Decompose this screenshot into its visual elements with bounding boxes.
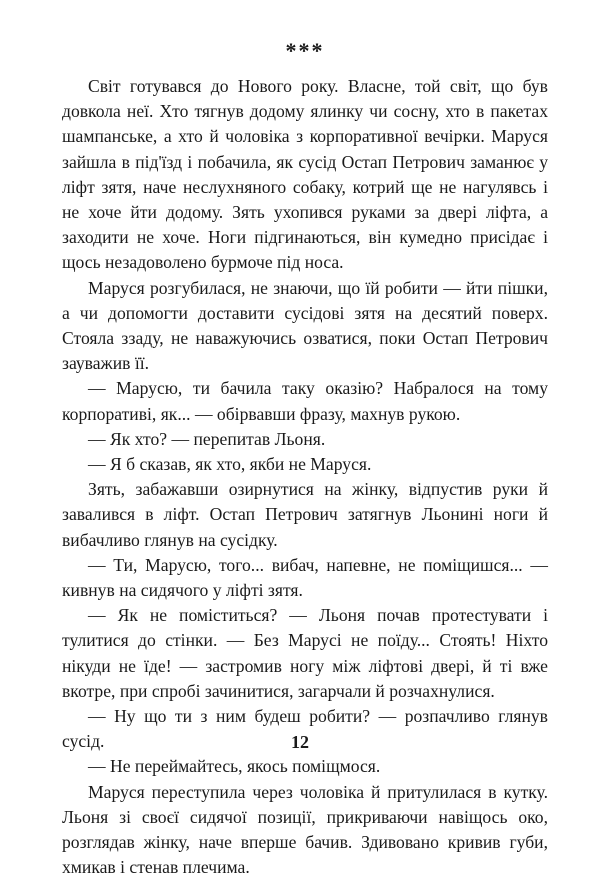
paragraph: Зять, забажавши озирнутися на жінку, відпустив руки й завалився в ліфт. Остап Петрович затягнув Льонині ноги й вибачливо глянув на сусідку. [62,479,548,550]
paragraph: — Як хто? — перепитав Льоня. [88,428,326,449]
paragraph: — Я б сказав, як хто, якби не Маруся. [88,454,372,475]
paragraph: Маруся розгубилася, не знаючи, що їй робити — йти пішки, а чи допомогти доставити сусідові зятя на десятий поверх. Стояла ззаду, не наважуючись озватися, поки Остап Петрович зауважив її. [62,277,548,374]
body-text [62,74,548,881]
paragraph: Маруся переступила через чоловіка й притулилася в кутку. Льоня зі своєї сидячої позиції, прикриваючи навіщось око, розглядав жінку, наче вперше бачив. Здивовано кривив губи, хмикав і стенав плечима. [62,781,548,878]
paragraph: Світ готувався до Нового року. Власне, той світ, що був довкола неї. Хто тягнув додому ялинку чи сосну, хто в пакетах шампанське, а хто й чоловіка з корпоративної вечірки. Маруся зайшла в під'їзд і побачила, як сусід Остап Петрович заманює у ліфт зятя, наче неслухняного собаку, котрий ще не нагулявсь і не хоче йти додому. Зять ухопився руками за двері ліфта, а заходити не хоче. Ноги підгинаються, він кумедно присідає і щось незадоволено бурмоче під носа. [62,76,548,273]
paragraph: — Не переймайтесь, якось поміщмося. [88,756,381,777]
paragraph: — Як не поміститься? — Льоня почав протестувати і тулитися до стінки. — Без Марусі не поїду... Стоять! Ніхто нікуди не їде! — застромив ногу між ліфтові двері, й ті вже вкотре, при спробі зачинитися, загарчали й розчахнулися. [62,605,548,701]
paragraph: — Марусю, ти бачила таку оказію? Набралося на тому корпоративі, як... — обірвавши фразу, махнув рукою. [62,378,548,424]
paragraph: — Ну що ти з ним будеш робити? — розпачливо глянув сусід. [62,706,548,752]
paragraph: — Ти, Марусю, того... вибач, напевне, не поміщишся... — кивнув на сидячого у ліфті зятя. [62,554,548,601]
page-number: 12 [291,732,309,752]
section-separator: *** [285,38,325,63]
